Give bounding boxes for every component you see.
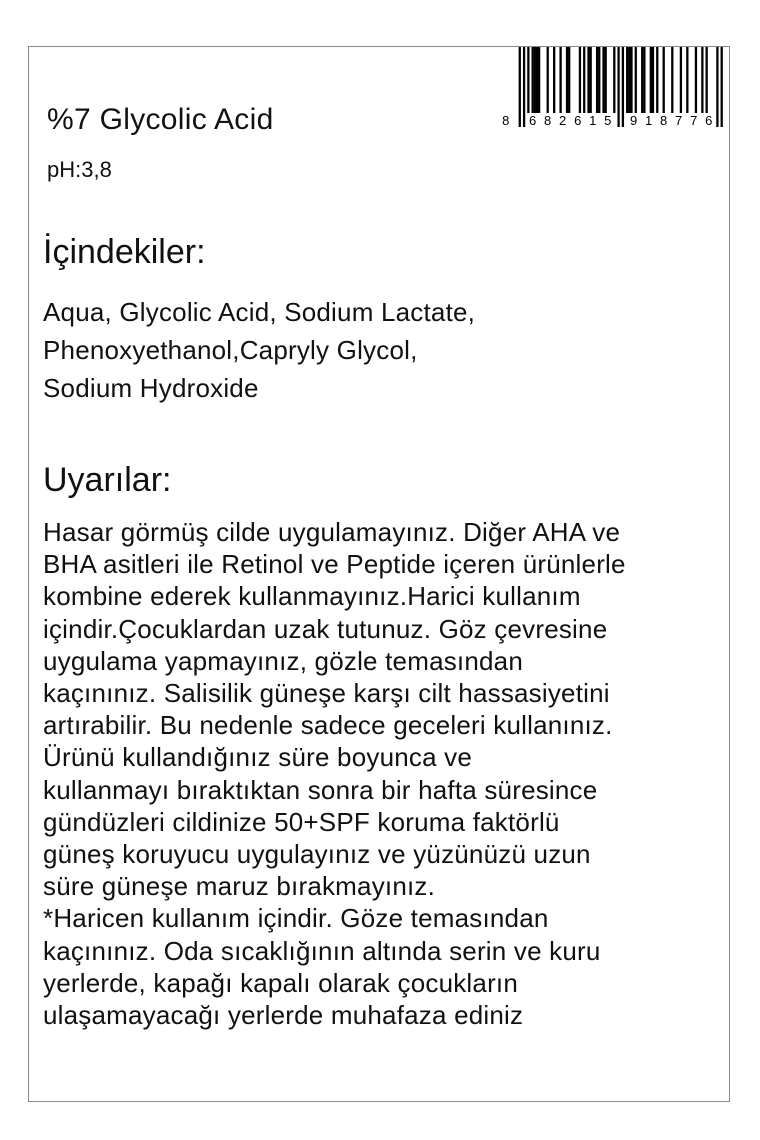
barcode-digit: 8 [544, 113, 552, 128]
warnings-line: kaçınınız. Oda sıcaklığının altında serin ve kuru [43, 935, 601, 966]
warnings-line: süre güneşe maruz bırakmayınız. [43, 871, 436, 902]
warnings-line: artırabilir. Bu nedenle sadece geceleri kullanınız. [43, 710, 613, 741]
barcode-bar [617, 47, 619, 127]
barcode-bar [650, 47, 652, 113]
barcode-bar [547, 47, 549, 113]
barcode-bar [613, 47, 615, 113]
barcode-digit: 2 [559, 113, 567, 128]
warnings-line: Hasar görmüş cilde uygulamayınız. Diğer AHA ve [43, 517, 621, 547]
barcode-bar [630, 47, 632, 113]
barcode-bar [671, 47, 673, 113]
warnings-line: gündüzleri cildinize 50+SPF koruma faktörlü [43, 806, 560, 837]
barcode-digit: 6 [528, 113, 537, 128]
barcode-digit: 8 [502, 113, 510, 128]
barcode-bar [559, 47, 561, 113]
barcode-digit: 5 [604, 113, 612, 128]
barcode-bar [721, 47, 723, 127]
warnings-line: yerlerde, kapağı kapalı olarak çocukların [43, 967, 519, 998]
warnings-line: *Haricen kullanım içindir. Göze temasından [43, 903, 549, 934]
warnings-line: uygulama yapmayınız, gözle temasından [43, 645, 523, 676]
barcode-digit: 6 [705, 113, 713, 128]
product-label [28, 46, 730, 1102]
barcode-bar [635, 47, 637, 113]
warnings-line: ulaşamayacağı yerlerde muhafaza ediniz [43, 1000, 524, 1031]
barcode-bar [626, 47, 628, 113]
barcode-bar [602, 47, 604, 113]
barcode-graphic [495, 47, 727, 129]
barcode-bar [663, 47, 665, 113]
barcode-bar [553, 47, 555, 113]
warnings-title: Uyarılar: [43, 461, 172, 499]
barcode-digit: 1 [589, 113, 597, 128]
barcode-bar [706, 47, 708, 113]
barcode-bar [628, 47, 630, 113]
barcode-bar [590, 47, 592, 113]
ingredients-line: Phenoxyethanol,Capryly Glycol, [43, 335, 418, 365]
barcode-bar [523, 47, 525, 127]
barcode-bar [716, 47, 718, 127]
warnings-line: Ürünü kullandığınız süre boyunca ve [43, 742, 473, 773]
barcode-bar [701, 47, 703, 113]
barcode-digit: 7 [690, 113, 698, 128]
warnings-line: BHA asitleri ile Retinol ve Peptide içeren ürünlerle [43, 549, 626, 580]
barcode-bar [680, 47, 682, 113]
barcode-digit: 9 [629, 113, 638, 128]
barcode-bar [579, 47, 581, 113]
warnings-line: güneş koruyucu uygulayınız ve yüzünüzü uzun [43, 839, 591, 870]
warnings-line: kaçınınız. Salisilik güneşe karşı cilt hassasiyetini [43, 678, 610, 709]
ingredients-line: Aqua, Glycolic Acid, Sodium Lactate, [43, 297, 476, 327]
barcode [495, 47, 727, 129]
barcode-bar [532, 47, 534, 113]
barcode-bar [641, 47, 643, 113]
ingredients-title: İçindekiler: [43, 233, 206, 271]
barcode-digit: 7 [675, 113, 683, 128]
barcode-bar [652, 47, 654, 113]
warnings-line: içindir.Çocuklardan uzak tutunuz. Göz çevresine [43, 613, 608, 644]
barcode-bar [536, 47, 538, 113]
barcode-bar [686, 47, 688, 113]
barcode-digit: 6 [574, 113, 582, 128]
barcode-bar [534, 47, 536, 113]
ph-value: pH:3,8 [47, 157, 112, 182]
barcode-digit: 8 [660, 113, 668, 128]
barcode-bar [538, 47, 540, 113]
barcode-bar [566, 47, 568, 113]
ingredients-line: Sodium Hydroxide [43, 373, 259, 403]
barcode-bar [622, 47, 624, 127]
barcode-bar [695, 47, 697, 113]
barcode-bar [598, 47, 600, 113]
barcode-bar [519, 47, 521, 127]
barcode-bar [527, 47, 529, 113]
ingredients-list [43, 293, 723, 407]
product-name: %7 Glycolic Acid [47, 103, 274, 136]
barcode-bar [643, 47, 645, 113]
barcode-bar [583, 47, 585, 113]
barcode-bar [605, 47, 607, 113]
warnings-line: kombine ederek kullanmayınız.Harici kullanım [43, 581, 581, 612]
warnings-line: kullanmayı bıraktıktan sonra bir hafta süresince [43, 774, 598, 805]
warnings-text [43, 516, 723, 1031]
barcode-bar [596, 47, 598, 113]
barcode-bar [568, 47, 570, 113]
barcode-bar [656, 47, 658, 113]
barcode-bar [587, 47, 589, 113]
barcode-digit: 1 [644, 113, 653, 128]
